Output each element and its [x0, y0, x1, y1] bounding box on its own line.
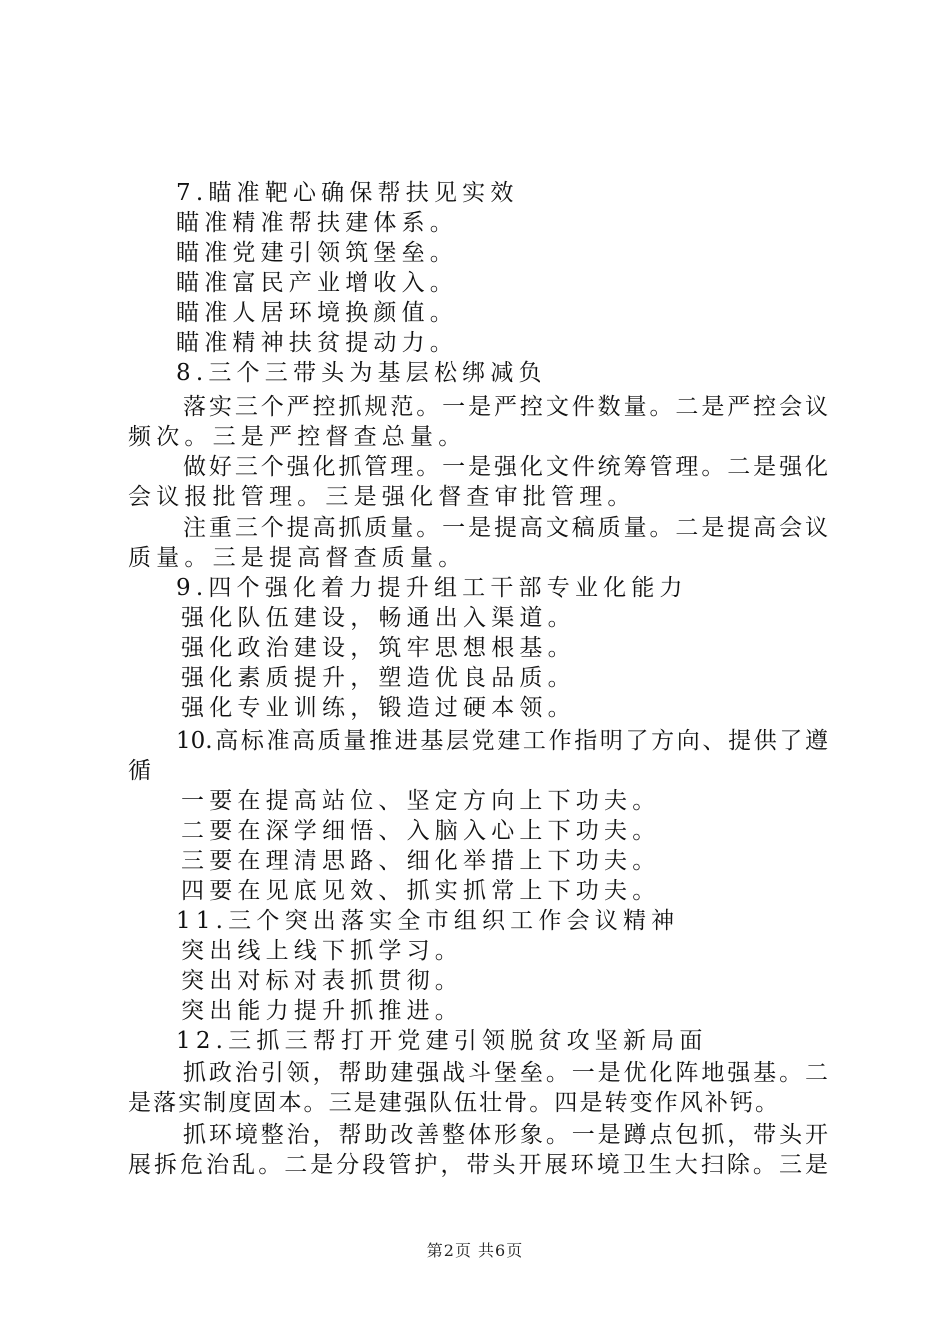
heading-12: 12.三抓三帮打开党建引领脱贫攻坚新局面: [176, 1028, 708, 1054]
heading-7: 7.瞄准靶心确保帮扶见实效: [176, 180, 519, 206]
text-line: 瞄准党建引领筑堡垒。: [176, 240, 458, 266]
text-line: 抓政治引领，帮助建强战斗堡垒。一是优化阵地强基。二: [183, 1060, 828, 1086]
text-line: 抓环境整治，帮助改善整体形象。一是蹲点包抓，带头开: [183, 1122, 828, 1148]
heading-8: 8.三个三带头为基层松绑减负: [176, 360, 547, 386]
text-line: 瞄准富民产业增收入。: [176, 270, 458, 296]
text-line: 强化队伍建设，畅通出入渠道。: [181, 605, 576, 631]
text-line: 四要在见底见效、抓实抓常上下功夫。: [181, 878, 661, 904]
text-line: 三要在理清思路、细化举措上下功夫。: [181, 848, 661, 874]
text-line: 二要在深学细悟、入脑入心上下功夫。: [181, 818, 661, 844]
text-line: 质量。三是提高督查质量。: [128, 545, 467, 571]
text-line: 瞄准人居环境换颜值。: [176, 300, 458, 326]
text-line: 突出线上线下抓学习。: [181, 938, 463, 964]
text-line: 展拆危治乱。二是分段管护，带头开展环境卫生大扫除。三是: [128, 1152, 828, 1178]
text-line: 会议报批管理。三是强化督查审批管理。: [128, 484, 636, 510]
text-line: 注重三个提高抓质量。一是提高文稿质量。二是提高会议: [183, 515, 828, 541]
page-number-footer: 第2页 共6页: [426, 1241, 524, 1260]
text-line: 频次。三是严控督查总量。: [128, 424, 467, 450]
text-line: 循: [128, 758, 157, 784]
text-line: 强化素质提升，塑造优良品质。: [181, 665, 576, 691]
text-line: 突出对标对表抓贯彻。: [181, 968, 463, 994]
text-line: 突出能力提升抓推进。: [181, 998, 463, 1024]
text-line: 做好三个强化抓管理。一是强化文件统筹管理。二是强化: [183, 454, 828, 480]
heading-11: 11.三个突出落实全市组织工作会议精神: [176, 908, 680, 934]
heading-9: 9.四个强化着力提升组工干部专业化能力: [176, 575, 688, 601]
text-line: 落实三个严控抓规范。一是严控文件数量。二是严控会议: [183, 394, 828, 420]
text-line: 强化专业训练，锻造过硬本领。: [181, 695, 576, 721]
text-line: 强化政治建设，筑牢思想根基。: [181, 635, 576, 661]
text-line: 瞄准精准帮扶建体系。: [176, 210, 458, 236]
text-line: 是落实制度固本。三是建强队伍壮骨。四是转变作风补钙。: [128, 1090, 778, 1116]
text-line: 瞄准精神扶贫提动力。: [176, 330, 458, 356]
text-line: 一要在提高站位、坚定方向上下功夫。: [181, 788, 661, 814]
heading-10: 10.高标准高质量推进基层党建工作指明了方向、提供了遵: [176, 728, 828, 754]
